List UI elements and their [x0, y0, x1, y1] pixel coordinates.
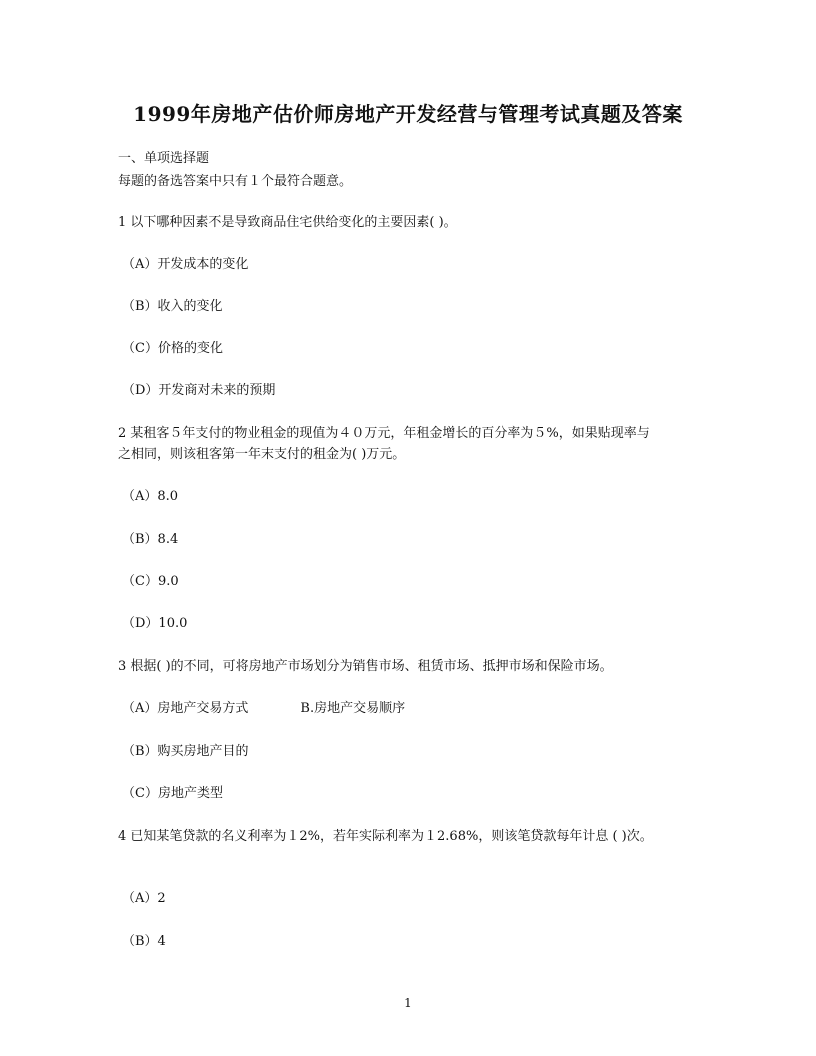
question-3-option-a: （A）房地产交易方式	[122, 701, 249, 716]
question-1-option-d: （D）开发商对未来的预期	[122, 383, 276, 398]
question-1-text: 1 以下哪种因素不是导致商品住宅供给变化的主要因素( )。	[118, 215, 457, 230]
question-3-option-c: （C）房地产类型	[122, 786, 223, 801]
page-number: 1	[404, 996, 412, 1010]
question-4-option-a: （A）2	[122, 891, 166, 906]
question-4-option-b: （B）4	[122, 934, 166, 949]
question-2-option-d: （D）10.0	[122, 616, 188, 631]
question-2-option-c: （C）9.0	[122, 574, 179, 589]
question-1-option-c: （C）价格的变化	[122, 341, 223, 356]
question-3-option-a-row	[122, 700, 405, 718]
question-2-text-line-1: 2 某租客５年支付的物业租金的现值为４０万元，年租金增长的百分率为５%，如果贴现率与	[118, 426, 650, 441]
document-title: 1999年房地产估价师房地产开发经营与管理考试真题及答案	[133, 102, 683, 126]
question-2-option-b: （B）8.4	[122, 532, 179, 547]
question-4-text: 4 已知某笔贷款的名义利率为１2%，若年实际利率为１2.68%，则该笔贷款每年计息 ( )次。	[118, 829, 653, 844]
instruction-text: 每题的备选答案中只有１个最符合题意。	[118, 174, 353, 189]
question-3-option-b: （B）购买房地产目的	[122, 744, 249, 759]
section-heading: 一、单项选择题	[118, 151, 210, 166]
question-1-option-a: （A）开发成本的变化	[122, 257, 249, 272]
question-3-text: 3 根据( )的不同，可将房地产市场划分为销售市场、租赁市场、抵押市场和保险市场。	[118, 659, 613, 674]
question-2-option-a: （A）8.0	[122, 489, 179, 504]
question-3-option-a-extra: B.房地产交易顺序	[300, 701, 406, 716]
question-2-text-line-2: 之相同，则该租客第一年末支付的租金为( )万元。	[118, 447, 406, 462]
question-1-option-b: （B）收入的变化	[122, 299, 223, 314]
